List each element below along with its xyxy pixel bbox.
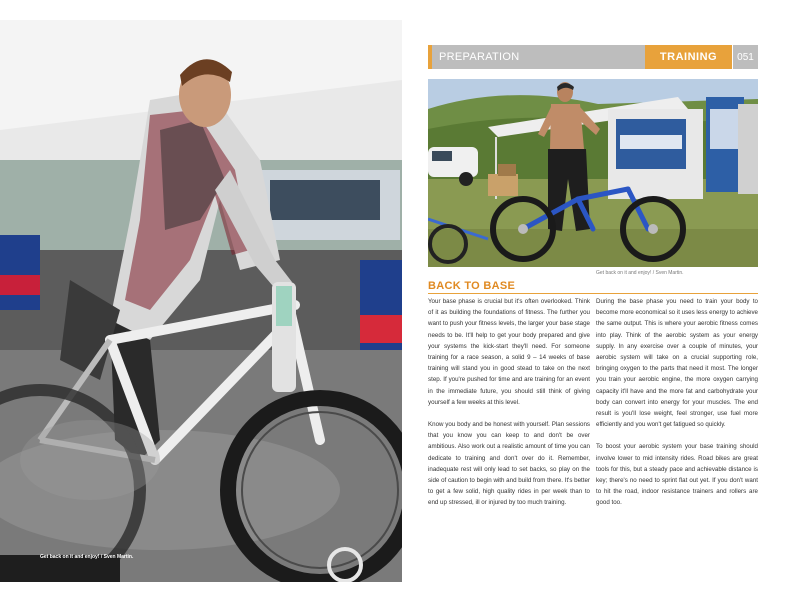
rider-on-trainer-illustration bbox=[0, 20, 402, 582]
right-photo-caption: Get back on it and enjoy! / Sven Martin. bbox=[596, 270, 684, 276]
left-photo-caption: Get back on it and enjoy! / Sven Martin. bbox=[40, 554, 134, 560]
title-divider bbox=[428, 293, 758, 294]
paragraph: Know you body and be honest with yourself. Plan sessions that you know you can keep to and don't be over ambitious. Also work out a realistic amount of time you can dedicate to training and don't over do it. Remember, inadequate rest will only lead to set backs, so play on the side of caution to begin with and build from there. It's better to get a few solid, high quality rides in per week than to end up stressed, ill or injured by too much training. bbox=[428, 421, 590, 507]
running-header bbox=[428, 45, 758, 69]
article-column-1 bbox=[428, 296, 590, 520]
left-page-photo bbox=[0, 20, 402, 582]
article-title: BACK TO BASE bbox=[428, 280, 516, 292]
rider-with-bike-illustration bbox=[428, 79, 758, 267]
article-column-2 bbox=[596, 296, 758, 520]
paragraph: To boost your aerobic system your base training should involve lower to mid intensity rides. Road bikes are great tools for this, but a steady pace and achievable distance is key; there's no need to sprint flat out yet. If you don't want to hit the road, indoor resistance trainers and rollers are good too. bbox=[596, 443, 758, 507]
right-page-photo bbox=[428, 79, 758, 267]
header-section-label: PREPARATION bbox=[428, 45, 645, 69]
paragraph: During the base phase you need to train your body to become more economical so it uses less energy to achieve the same output. This is where your aerobic fitness comes into play. Think of the aerobic system as your energy supply. In any exercise over a couple of minutes, your aerobic system will take on a crucial supporting role, bringing oxygen to the parts that need it most. The longer you train your aerobic engine, the more oxygen carrying capacity it'll have and the more fat and carbohydrate your body can convert into energy for your muscles. The end result is you'll lose weight, feel stronger, use fuel more efficiently and you won't get fatigued so quickly. bbox=[596, 298, 758, 429]
paragraph: Your base phase is crucial but it's often overlooked. Think of it as building the foundations of fitness. The further you want to push your fitness levels, the larger your base stage needs to be. It'll help to get your body prepared and give your systems the kick-start they'll need. For someone training for a race season, a solid 9 – 14 weeks of base training will stand you in good stead to take on the next step. If you're pushed for time and are training for an event in the immediate future, you should still think of giving yourself a few weeks at this level. bbox=[428, 298, 590, 406]
page-number: 051 bbox=[732, 45, 758, 69]
header-chapter-label: TRAINING bbox=[645, 45, 732, 69]
